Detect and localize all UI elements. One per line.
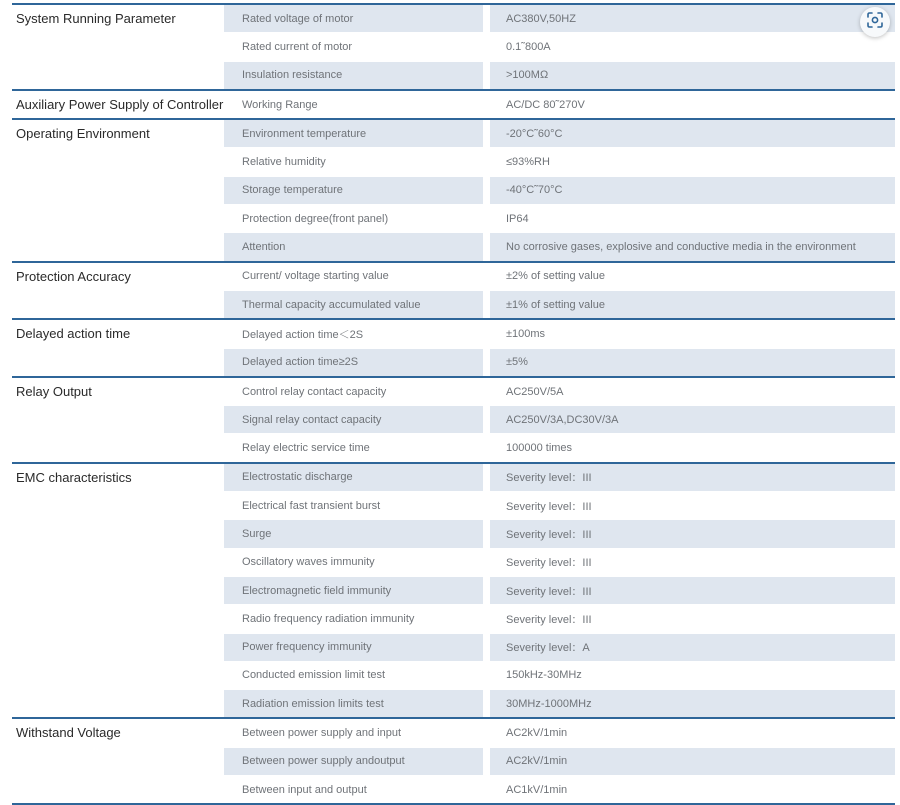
parameter-cell: Between power supply and input xyxy=(242,727,401,740)
group-rows xyxy=(224,378,895,462)
table-row xyxy=(224,91,895,118)
group-rows xyxy=(224,263,895,319)
table-row xyxy=(224,204,895,232)
value-cell: ≤93%RH xyxy=(506,156,550,169)
value-cell: -20°C˜60°C xyxy=(490,120,895,147)
parameter-cell: Protection degree(front panel) xyxy=(242,212,389,225)
value-cell: No corrosive gases, explosive and conductive media in the environment xyxy=(490,233,895,260)
value-cell: -40°C˜70°C xyxy=(490,177,895,204)
spec-group-relay-output xyxy=(12,376,895,462)
value-cell: AC2kV/1min xyxy=(490,748,895,775)
parameter-cell: Conducted emission limit test xyxy=(242,669,386,682)
spec-group-protection-accuracy xyxy=(12,261,895,319)
parameter-cell: Electromagnetic field immunity xyxy=(224,577,483,604)
spec-group-delayed-action-time xyxy=(12,318,895,376)
value-cell: 0.1˜800A xyxy=(506,40,551,53)
group-rows xyxy=(224,91,895,118)
table-row xyxy=(224,320,895,347)
group-label: Withstand Voltage xyxy=(16,725,121,741)
value-cell: 100000 times xyxy=(506,442,573,455)
table-row xyxy=(224,348,895,376)
table-row xyxy=(224,689,895,717)
parameter-cell: Power frequency immunity xyxy=(224,634,483,661)
table-row xyxy=(224,604,895,632)
value-cell: 30MHz-1000MHz xyxy=(490,690,895,717)
table-row xyxy=(224,464,895,491)
table-row xyxy=(224,378,895,405)
parameter-cell: Relay electric service time xyxy=(242,442,370,455)
scan-icon xyxy=(866,11,884,34)
parameter-cell: Control relay contact capacity xyxy=(242,385,387,398)
value-cell: AC380V,50HZ xyxy=(490,5,895,32)
spec-group-emc-characteristics xyxy=(12,462,895,718)
group-rows xyxy=(224,120,895,260)
table-row xyxy=(224,405,895,433)
table-row xyxy=(224,5,895,32)
specification-table xyxy=(12,3,895,805)
parameter-cell: Rated voltage of motor xyxy=(224,5,483,32)
value-cell: ±1% of setting value xyxy=(490,291,895,318)
parameter-cell: Electrostatic discharge xyxy=(224,464,483,491)
parameter-cell: Storage temperature xyxy=(224,177,483,204)
parameter-cell: Radio frequency radiation immunity xyxy=(242,612,415,625)
parameter-cell: Rated current of motor xyxy=(242,40,353,53)
table-row xyxy=(224,433,895,461)
value-cell: AC/DC 80˜270V xyxy=(506,98,585,111)
spec-group-withstand-voltage xyxy=(12,717,895,805)
table-row xyxy=(224,263,895,290)
parameter-cell: Between power supply andoutput xyxy=(224,748,483,775)
value-cell: Severity level：III xyxy=(490,520,895,547)
table-row xyxy=(224,491,895,519)
group-label: Protection Accuracy xyxy=(16,268,131,284)
table-row xyxy=(224,775,895,803)
group-rows xyxy=(224,5,895,89)
spec-group-system-running-parameter xyxy=(12,3,895,89)
value-cell: Severity level：III xyxy=(490,464,895,491)
value-cell: AC250V/5A xyxy=(506,385,564,398)
spec-group-operating-environment xyxy=(12,118,895,260)
table-row xyxy=(224,633,895,661)
group-label: EMC characteristics xyxy=(16,469,132,485)
value-cell: Severity level：III xyxy=(506,613,592,626)
table-row xyxy=(224,32,895,60)
parameter-cell: Signal relay contact capacity xyxy=(224,406,483,433)
parameter-cell: Attention xyxy=(224,233,483,260)
value-cell: 150kHz-30MHz xyxy=(506,669,582,682)
value-cell: >100MΩ xyxy=(490,62,895,89)
value-cell: AC250V/3A,DC30V/3A xyxy=(490,406,895,433)
value-cell: AC2kV/1min xyxy=(506,727,568,740)
table-row xyxy=(224,719,895,746)
value-cell: Severity level：III xyxy=(490,577,895,604)
value-cell: Severity level：A xyxy=(490,634,895,661)
scan-button[interactable] xyxy=(860,7,890,37)
table-row xyxy=(224,519,895,547)
parameter-cell: Delayed action time≥2S xyxy=(224,349,483,376)
parameter-cell: Current/ voltage starting value xyxy=(242,270,389,283)
group-rows xyxy=(224,320,895,376)
table-row xyxy=(224,232,895,260)
table-row xyxy=(224,290,895,318)
group-label: Relay Output xyxy=(16,383,92,399)
parameter-cell: Oscillatory waves immunity xyxy=(242,556,375,569)
table-row xyxy=(224,576,895,604)
value-cell: Severity level：III xyxy=(506,557,592,570)
parameter-cell: Working Range xyxy=(242,98,318,111)
parameter-cell: Surge xyxy=(224,520,483,547)
parameter-cell: Electrical fast transient burst xyxy=(242,499,381,512)
group-label: Delayed action time xyxy=(16,326,131,342)
parameter-cell: Radiation emission limits test xyxy=(224,690,483,717)
group-label: Operating Environment xyxy=(16,126,150,142)
parameter-cell: Relative humidity xyxy=(242,156,326,169)
group-label: System Running Parameter xyxy=(16,11,176,26)
table-row xyxy=(224,548,895,576)
parameter-cell: Between input and output xyxy=(242,783,367,796)
parameter-cell: Insulation resistance xyxy=(224,62,483,89)
group-rows xyxy=(224,464,895,718)
table-row xyxy=(224,147,895,175)
table-row xyxy=(224,120,895,147)
value-cell: ±100ms xyxy=(506,327,546,340)
parameter-cell: Delayed action time＜2S xyxy=(242,328,364,341)
value-cell: IP64 xyxy=(506,212,529,225)
parameter-cell: Environment temperature xyxy=(224,120,483,147)
value-cell: ±5% xyxy=(490,349,895,376)
spec-group-auxiliary-power-supply-of-controller xyxy=(12,89,895,118)
table-row xyxy=(224,661,895,689)
group-label: Auxiliary Power Supply of Controller xyxy=(16,96,224,112)
value-cell: Severity level：III xyxy=(506,500,592,513)
table-row xyxy=(224,747,895,775)
table-row xyxy=(224,61,895,89)
group-rows xyxy=(224,719,895,803)
value-cell: ±2% of setting value xyxy=(506,270,605,283)
value-cell: AC1kV/1min xyxy=(506,783,568,796)
table-row xyxy=(224,176,895,204)
parameter-cell: Thermal capacity accumulated value xyxy=(224,291,483,318)
